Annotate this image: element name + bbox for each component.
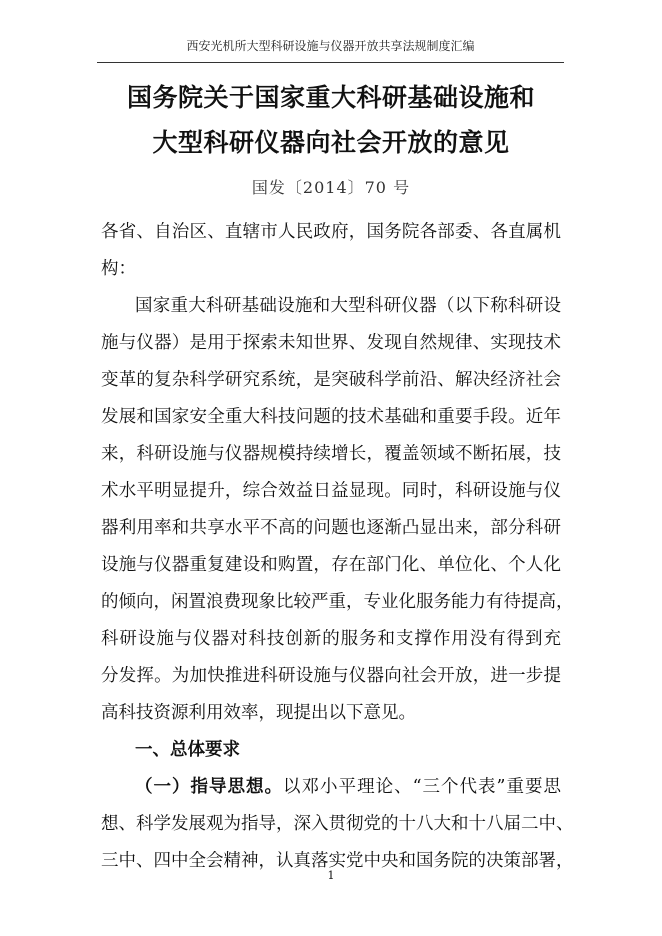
paragraph-1-line: 器利用率和共享水平不高的问题也逐渐凸显出来，部分科研: [101, 518, 561, 538]
addressee-line-1: 各省、自治区、直辖市人民政府，国务院各部委、各直属机: [101, 222, 561, 242]
page-number: 1: [327, 869, 335, 882]
paragraph-1-line: 的倾向，闲置浪费现象比较严重，专业化服务能力有待提高，: [101, 592, 574, 612]
addressee-line-2: 构：: [101, 259, 136, 279]
paragraph-2-first-line-text: 以邓小平理论、“三个代表”重要思: [283, 777, 562, 797]
document-title-line-1: 国务院关于国家重大科研基础设施和: [126, 83, 535, 112]
header-divider: [97, 62, 564, 63]
paragraph-1-line: 国家重大科研基础设施和大型科研仪器（以下称科研设: [135, 296, 561, 316]
paragraph-2-line: 三中、四中全会精神，认真落实党中央和国务院的决策部署，: [101, 851, 574, 871]
section-heading: 一、总体要求: [135, 740, 240, 760]
paragraph-1-line: 设施与仪器重复建设和购置，存在部门化、单位化、个人化: [101, 555, 561, 575]
paragraph-1-line: 来，科研设施与仪器规模持续增长，覆盖领域不断拓展，技: [101, 444, 561, 464]
paragraph-1-line: 分发挥。为加快推进科研设施与仪器向社会开放，进一步提: [101, 666, 561, 686]
paragraph-1-line: 术水平明显提升，综合效益日益显现。同时，科研设施与仪: [101, 481, 561, 501]
document-number: 国发〔2014〕70 号: [251, 178, 411, 197]
subsection-heading: （一）指导思想。: [135, 777, 284, 797]
paragraph-1-line: 高科技资源利用效率，现提出以下意见。: [101, 703, 416, 723]
paragraph-2-line: 想、科学发展观为指导，深入贯彻党的十八大和十八届二中、: [101, 814, 574, 834]
paragraph-1-line: 发展和国家安全重大科技问题的技术基础和重要手段。近年: [101, 407, 561, 427]
running-header: 西安光机所大型科研设施与仪器开放共享法规制度汇编: [186, 39, 475, 53]
paragraph-1-line: 变革的复杂科学研究系统，是突破科学前沿、解决经济社会: [101, 370, 561, 390]
paragraph-2-first-line: [135, 775, 561, 799]
paragraph-1-line: 施与仪器）是用于探索未知世界、发现自然规律、实现技术: [101, 333, 561, 353]
paragraph-1-line: 科研设施与仪器对科技创新的服务和支撑作用没有得到充: [101, 629, 561, 649]
document-title-line-2: 大型科研仪器向社会开放的意见: [152, 128, 510, 157]
